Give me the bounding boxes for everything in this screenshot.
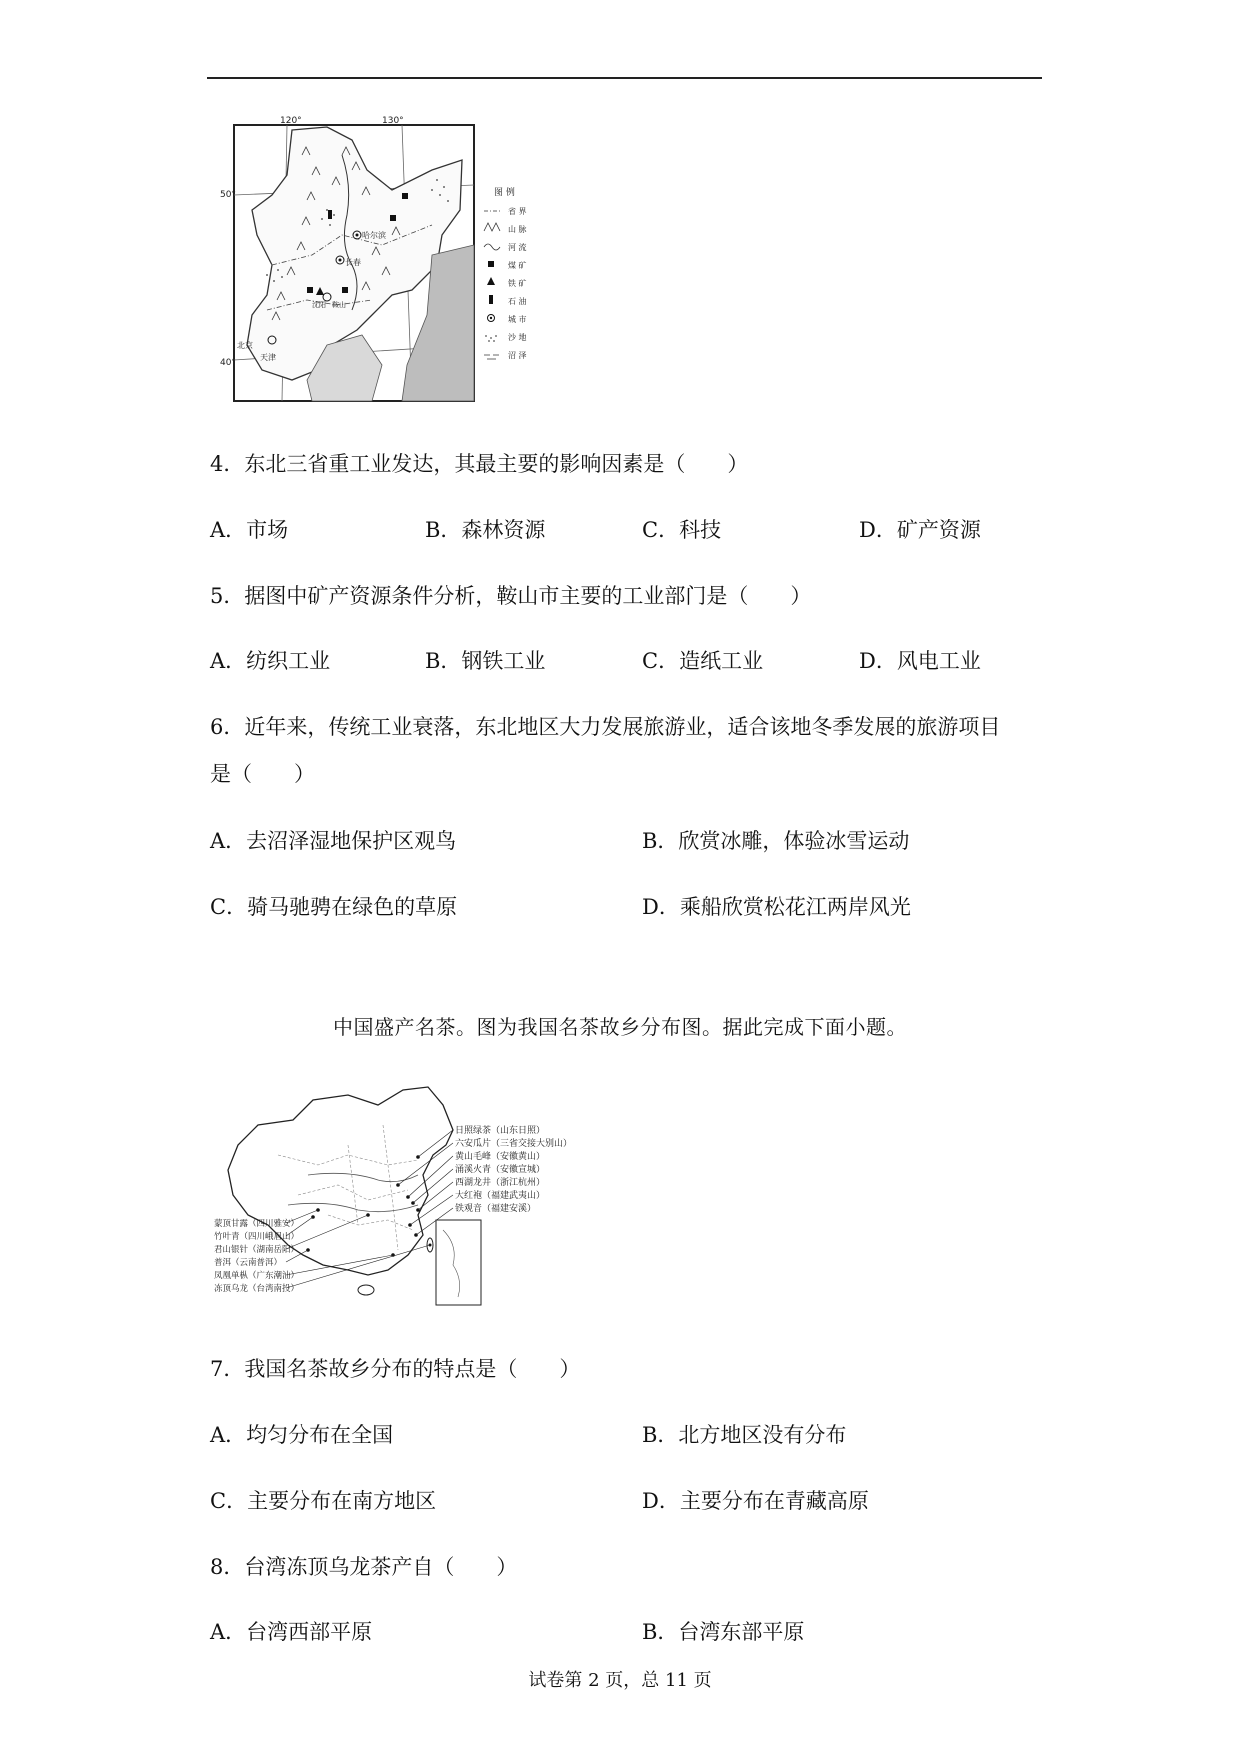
question-7: 7．我国名茶故乡分布的特点是（ ） bbox=[210, 1357, 581, 1381]
q4-option-a: A．市场 bbox=[210, 518, 289, 542]
legend-mountain: 山 脉 bbox=[508, 225, 527, 234]
question-8: 8．台湾冻顶乌龙茶产自（ ） bbox=[210, 1555, 518, 1579]
legend-oil: 石 油 bbox=[508, 297, 527, 306]
q7-option-d: D．主要分布在青藏高原 bbox=[642, 1489, 869, 1513]
q8-option-a: A．台湾西部平原 bbox=[210, 1620, 373, 1644]
city-beijing: 北京 bbox=[237, 341, 253, 350]
q5-option-c: C．造纸工业 bbox=[642, 649, 764, 673]
map1-legend bbox=[484, 186, 527, 360]
legend-marsh: 沼 泽 bbox=[508, 351, 527, 360]
q5-option-b: B．钢铁工业 bbox=[425, 649, 546, 673]
china-tea-map bbox=[214, 1085, 633, 1310]
city-tianjin: 天津 bbox=[260, 353, 276, 362]
legend-border: 省 界 bbox=[508, 207, 527, 216]
question-5: 5．据图中矿产资源条件分析，鞍山市主要的工业部门是（ ） bbox=[210, 584, 812, 608]
tea-label-huangshan: 黄山毛峰（安徽黄山） bbox=[455, 1152, 546, 1162]
q4-option-b: B．森林资源 bbox=[425, 518, 546, 542]
q5-option-a: A．纺织工业 bbox=[210, 649, 331, 673]
city-anshan: 鞍山 bbox=[332, 301, 346, 309]
q7-option-b: B．北方地区没有分布 bbox=[642, 1423, 847, 1447]
section-intro: 中国盛产名茶。图为我国名茶故乡分布图。据此完成下面小题。 bbox=[333, 1015, 907, 1039]
tea-label-luan: 六安瓜片（三省交接大别山） bbox=[455, 1139, 573, 1149]
city-harbin: 哈尔滨 bbox=[362, 231, 386, 240]
question-4: 4．东北三省重工业发达，其最主要的影响因素是（ ） bbox=[210, 452, 749, 476]
tea-label-dahongpao: 大红袍（福建武夷山） bbox=[455, 1191, 546, 1201]
tea-label-puer: 普洱（云南普洱） bbox=[214, 1258, 283, 1268]
city-shenyang: 沈阳 bbox=[312, 301, 326, 309]
question-6-line2: 是（ ） bbox=[210, 762, 315, 786]
lon-label-130: 130° bbox=[382, 116, 404, 126]
legend-river: 河 流 bbox=[508, 243, 527, 252]
question-6-line1: 6．近年来，传统工业衰落，东北地区大力发展旅游业，适合该地冬季发展的旅游项目 bbox=[210, 715, 1001, 739]
northeast-china-map bbox=[220, 115, 580, 405]
tea-label-dongding: 冻顶乌龙（台湾南投） bbox=[214, 1284, 300, 1294]
city-changchun: 长春 bbox=[345, 258, 361, 267]
page-footer: 试卷第 2 页，总 11 页 bbox=[528, 1670, 712, 1691]
lat-label-40: 40° bbox=[220, 358, 236, 368]
q8-option-b: B．台湾东部平原 bbox=[642, 1620, 805, 1644]
legend-title: 图 例 bbox=[494, 188, 515, 198]
legend-city: 城 市 bbox=[508, 315, 527, 324]
q4-option-c: C．科技 bbox=[642, 518, 722, 542]
q7-option-a: A．均匀分布在全国 bbox=[210, 1423, 394, 1447]
tea-label-zhuyeqing: 竹叶青（四川峨眉山） bbox=[214, 1232, 300, 1242]
lat-label-50: 50° bbox=[220, 190, 236, 200]
tea-label-fenghuang: 凤凰单枞（广东潮汕） bbox=[214, 1271, 300, 1281]
q6-option-a: A．去沼泽湿地保护区观鸟 bbox=[210, 829, 457, 853]
lon-label-120: 120° bbox=[280, 116, 302, 126]
legend-iron: 铁 矿 bbox=[508, 279, 527, 288]
legend-coal: 煤 矿 bbox=[508, 261, 527, 270]
q6-option-d: D．乘船欣赏松花江两岸风光 bbox=[642, 895, 911, 919]
q6-option-c: C．骑马驰骋在绿色的草原 bbox=[210, 895, 458, 919]
q6-option-b: B．欣赏冰雕，体验冰雪运动 bbox=[642, 829, 910, 853]
tea-label-junshan: 君山银针（湖南岳阳） bbox=[214, 1245, 300, 1255]
tea-label-xihu: 西湖龙井（浙江杭州） bbox=[455, 1178, 546, 1188]
tea-label-mengding: 蒙顶甘露（四川雅安） bbox=[214, 1219, 300, 1229]
q4-option-d: D．矿产资源 bbox=[859, 518, 981, 542]
tea-label-tieguanyin: 铁观音（福建安溪） bbox=[455, 1204, 537, 1214]
q5-option-d: D．风电工业 bbox=[859, 649, 981, 673]
q7-option-c: C．主要分布在南方地区 bbox=[210, 1489, 437, 1513]
header-rule bbox=[207, 77, 1042, 79]
tea-label-yongxi: 涌溪火青（安徽宣城） bbox=[455, 1165, 546, 1175]
tea-label-rizhao: 日照绿茶（山东日照） bbox=[455, 1126, 546, 1136]
legend-sand: 沙 地 bbox=[508, 333, 527, 342]
